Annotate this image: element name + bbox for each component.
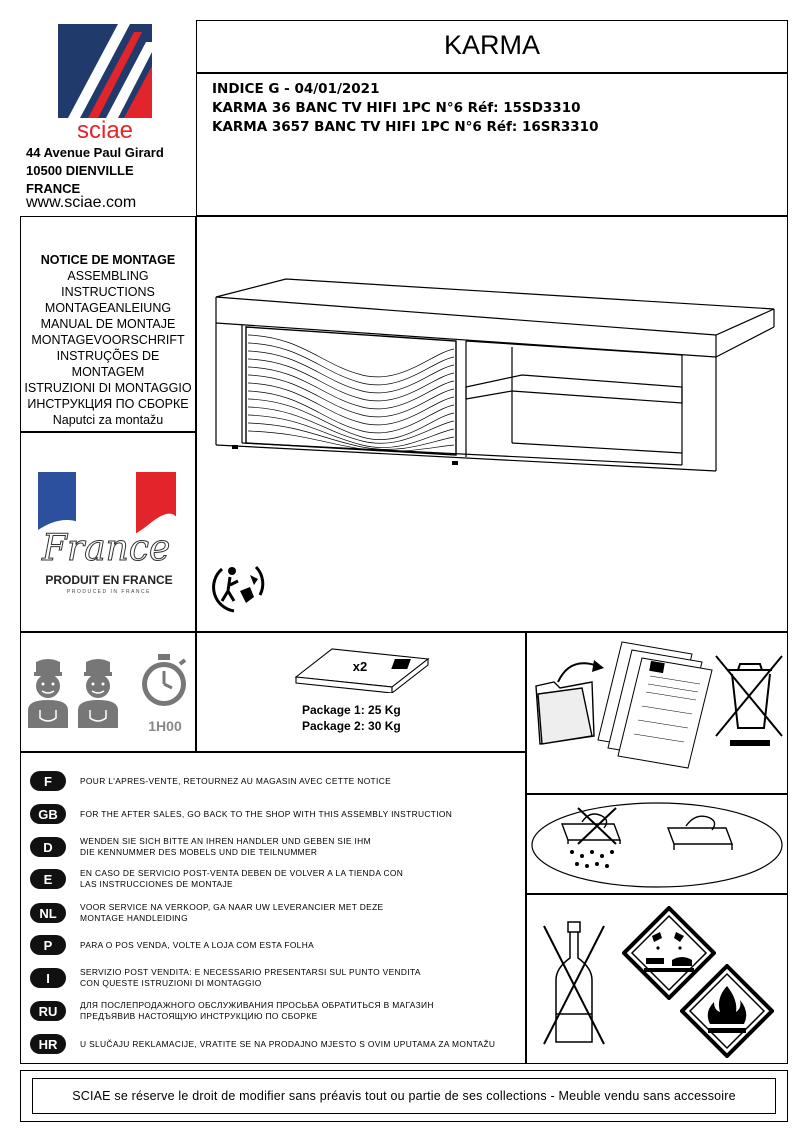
lang-row [30,770,391,792]
lang-badge: GB [30,804,66,824]
stopwatch-icon [138,652,190,710]
svg-text:sciae: sciae [76,117,134,142]
recycling-illustration [532,636,784,786]
notice-line: MONTAGEVOORSCHRIFT [31,333,185,347]
notice-line: ASSEMBLING INSTRUCTIONS [61,269,155,299]
notice-line: MANUAL DE MONTAJE [40,317,176,331]
lang-row [30,803,452,825]
svg-text:PRODUCED IN FRANCE: PRODUCED IN FRANCE [67,589,151,594]
package-weight-1: Package 1: 25 Kg [302,703,401,717]
company-block [20,20,196,216]
lang-row [30,902,384,924]
lang-row [30,1033,495,1055]
lang-badge: RU [30,1001,66,1021]
footer-disclaimer: SCIAE se réserve le droit de modifier sans préavis tout ou partie de ses collections - Meuble vendu sans accessoire [72,1089,736,1103]
lang-row [30,868,403,890]
lang-badge: D [30,837,66,857]
package-weight-2: Package 2: 30 Kg [302,719,401,733]
indice-line: INDICE G - 04/01/2021 [212,81,380,97]
address-line2: 10500 DIENVILLE [26,163,134,178]
cleaning-illustration [530,800,784,890]
sciae-logo [58,24,152,142]
lang-row [30,1000,434,1022]
notice-line: Naputci za montažu [52,413,164,427]
svg-text:France: France [42,528,171,569]
lang-row [30,836,371,858]
notice-title: NOTICE DE MONTAGE [40,253,176,267]
address-line1: 44 Avenue Paul Girard [26,145,164,160]
website-link[interactable]: www.sciae.com [26,194,137,211]
assembly-time: 1H00 [148,718,182,734]
svg-text:x2: x2 [352,659,368,674]
ref-line1: KARMA 36 BANC TV HIFI 1PC N°6 Réf: 15SD3310 [212,100,581,116]
notice-line: ИНСТРУКЦИЯ ПО СБОРКЕ [27,397,189,411]
lang-text: EN CASO DE SERVICIO POST-VENTA DEBEN DE VOLVER A LA TIENDA CON LAS INSTRUCCIONES DE MONTAJE [80,868,404,889]
no-solvent-bottle-icon [542,918,606,1048]
lang-row [30,967,421,989]
package-drawing [292,645,432,693]
notice-line: MONTAGEANLEIUNG [44,301,172,315]
address-line3: FRANCE [26,181,81,196]
lang-badge: P [30,935,66,955]
lang-badge: E [30,869,66,889]
tv-bench-drawing [212,275,778,475]
worker-icon [26,658,70,728]
lang-text: SERVIZIO POST VENDITA: E NECESSARIO PRESENTARSI SUL PUNTO VENDITA CON QUESTE ISTRUZIONI DI MONTAGGIO [80,967,421,988]
france-flag-logo [38,470,180,594]
lang-badge: I [30,968,66,988]
lang-text: VOOR SERVICE NA VERKOOP, GA NAAR UW LEVERANCIER MET DEZE MONTAGE HANDLEIDING [80,902,384,923]
triman-recycle-icon [210,557,268,615]
lang-text: PARA O POS VENDA, VOLTE A LOJA COM ESTA FOLHA [80,939,315,950]
lang-text: FOR THE AFTER SALES, GO BACK TO THE SHOP WITH THIS ASSEMBLY INSTRUCTION [80,808,453,819]
lang-text: WENDEN SIE SICH BITTE AN IHREN HANDLER UND GEBEN SIE IHM DIE KENNUMMER DES MOBELS UND DIE TEILNUMMER [80,836,371,857]
notice-line: ISTRUZIONI DI MONTAGGIO [24,381,192,395]
lang-text: U SLUČAJU REKLAMACIJE, VRATITE SE NA PRODAJNO MJESTO S OVIM UPUTAMA ZA MONTAŽU [80,1038,496,1049]
worker-icon [76,658,120,728]
lang-row [30,934,314,956]
lang-text: ДЛЯ ПОСЛЕПРОДАЖНОГО ОБСЛУЖИВАНИЯ ПРОСЬБА ОБРАТИТЬСЯ В МАГАЗИН ПРЕДЪЯВИВ НАСТОЯЩУЮ ИНСТРУКЦИЮ ПО СБОРКЕ [80,1000,434,1021]
lang-text: POUR L'APRES-VENTE, RETOURNEZ AU MAGASIN AVEC CETTE NOTICE [80,775,392,786]
lang-badge: HR [30,1034,66,1054]
ref-line2: KARMA 3657 BANC TV HIFI 1PC N°6 Réf: 16SR3310 [212,119,599,135]
lang-badge: F [30,771,66,791]
flammable-hazard-icon [680,964,774,1058]
lang-badge: NL [30,903,66,923]
notice-line: INSTRUÇÕES DE MONTAGEM [56,349,160,379]
svg-text:PRODUIT EN FRANCE: PRODUIT EN FRANCE [45,573,173,587]
page-title: KARMA [443,30,541,60]
